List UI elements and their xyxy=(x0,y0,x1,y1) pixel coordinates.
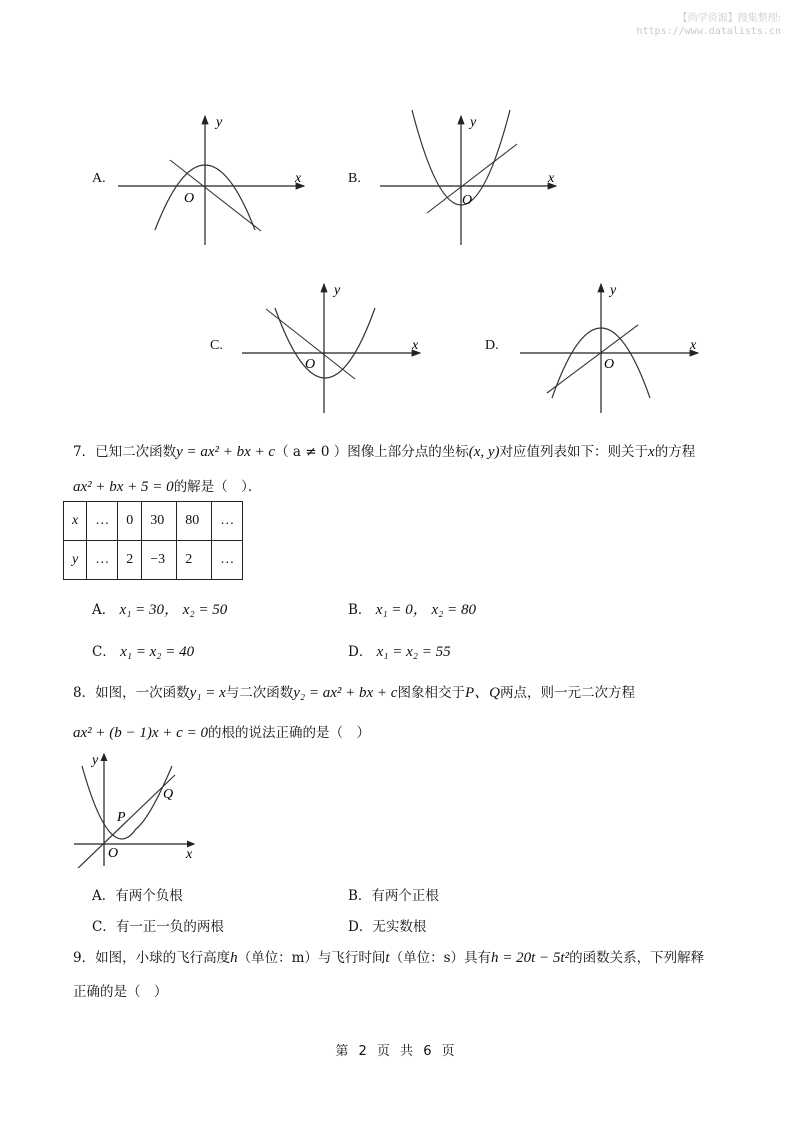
x-axis-label: x xyxy=(690,338,697,353)
q6-option-b-graph xyxy=(380,110,570,250)
q6-option-a-graph xyxy=(118,110,318,250)
q9-unit-t: （单位：s） xyxy=(389,950,465,966)
q8-number: 8． xyxy=(73,685,96,701)
q8-text2: 与二次函数 xyxy=(225,685,294,701)
q8-text4: 两点，则一元二次方程 xyxy=(499,685,635,701)
origin-label: O xyxy=(305,357,316,372)
table-cell: −3 xyxy=(142,541,177,580)
table-row-y xyxy=(64,541,243,580)
table-row-x xyxy=(64,502,243,541)
q8-text3: 图象相交于 xyxy=(397,685,465,701)
y-axis-label: y xyxy=(92,753,99,768)
q7-cond: （ a ≠ 0 ） xyxy=(275,444,348,460)
option-label: B． xyxy=(348,602,372,618)
table-cell: 80 xyxy=(177,502,212,541)
q9-number: 9． xyxy=(73,950,96,966)
q8-figure xyxy=(70,748,200,868)
origin-label: O xyxy=(184,191,195,206)
q6-option-a-label: A. xyxy=(92,171,106,186)
q7-eq1: y = ax² + bx + c xyxy=(176,444,276,460)
q7-option-d[interactable] xyxy=(348,640,451,661)
table-cell: y xyxy=(64,541,87,580)
parabola xyxy=(82,766,172,839)
q8-eq3: ax² + (b − 1)x + c = 0 xyxy=(73,725,208,741)
option-text: 有一正一负的两根 xyxy=(115,919,224,935)
q8-points: P、Q xyxy=(464,685,500,701)
q8-option-a[interactable] xyxy=(92,884,183,904)
q7-var: x xyxy=(648,444,655,460)
y-axis-label: y xyxy=(334,283,341,298)
q7-stem-line2 xyxy=(73,475,261,496)
y-axis-label: y xyxy=(470,115,477,130)
option-label: A． xyxy=(92,602,116,618)
watermark-title: 【尚学资源】搜集整理: xyxy=(677,13,781,24)
q9-var-t: t xyxy=(385,950,390,966)
x-axis-label: x xyxy=(548,171,555,186)
point-p-label: P xyxy=(117,810,126,825)
option-text: 无实数根 xyxy=(372,919,427,935)
q9-text4: 的函数关系，下列解释 xyxy=(569,950,705,966)
table-cell: 0 xyxy=(118,502,142,541)
q7-option-c[interactable] xyxy=(92,640,194,661)
option-text: x₁ = x₂ = 40 xyxy=(120,644,195,660)
origin-label: O xyxy=(604,357,615,372)
q7-stem-line1 xyxy=(73,440,695,461)
y-axis-label: y xyxy=(216,115,223,130)
option-label: D． xyxy=(348,919,373,935)
q6-option-c-graph xyxy=(242,278,432,418)
q6-option-b-label: B. xyxy=(348,171,361,186)
q8-stem-line1 xyxy=(73,681,635,702)
table-cell: x xyxy=(64,502,87,541)
q8-option-c[interactable] xyxy=(92,915,224,935)
q9-text3: 具有 xyxy=(464,950,492,966)
x-axis-label: x xyxy=(295,171,302,186)
line xyxy=(547,325,638,393)
q6-option-c-label: C. xyxy=(210,338,223,353)
q7-number: 7． xyxy=(73,444,96,460)
q9-eq: h = 20t − 5t² xyxy=(491,950,570,966)
q7-text4: 的方程 xyxy=(654,444,696,460)
point-q-label: Q xyxy=(163,787,174,802)
q8-text1: 如图，一次函数 xyxy=(95,685,190,701)
option-label: A． xyxy=(92,888,116,904)
q6-option-d-label: D. xyxy=(485,338,499,353)
q7-coord: (x, y) xyxy=(468,444,500,460)
q7-value-table xyxy=(63,501,243,580)
q7-eq2: ax² + bx + 5 = 0 xyxy=(73,479,174,495)
table-cell: 2 xyxy=(118,541,142,580)
table-cell: … xyxy=(87,541,118,580)
q8-text5: 的根的说法正确的是（ ） xyxy=(207,725,370,741)
q9-stem-line1 xyxy=(73,946,704,967)
q7-text3: 对应值列表如下：则关于 xyxy=(499,444,649,460)
q8-option-d[interactable] xyxy=(348,915,426,935)
q9-var-h: h xyxy=(230,950,238,966)
watermark-url: https://www.datalists.cn xyxy=(636,26,781,37)
y-axis-label: y xyxy=(610,283,617,298)
q7-option-a[interactable] xyxy=(92,598,227,619)
option-label: B． xyxy=(348,888,372,904)
q7-text2: 图像上部分点的坐标 xyxy=(347,444,469,460)
q9-text1: 如图，小球的飞行高度 xyxy=(95,950,231,966)
option-label: C． xyxy=(92,919,116,935)
table-cell: … xyxy=(212,541,243,580)
option-text: x₁ = 0， x₂ = 80 xyxy=(375,602,476,618)
page-footer: 第 2 页 共 6 页 xyxy=(335,1044,458,1059)
option-text: x₁ = 30， x₂ = 50 xyxy=(119,602,228,618)
x-axis-label: x xyxy=(412,338,419,353)
option-text: 有两个负根 xyxy=(115,888,183,904)
option-text: x₁ = x₂ = 55 xyxy=(376,644,451,660)
q7-text1: 已知二次函数 xyxy=(95,444,177,460)
origin-label: O xyxy=(108,846,119,861)
parabola xyxy=(275,308,375,378)
q9-stem-line2: 正确的是（ ） xyxy=(73,984,168,1000)
option-label: C． xyxy=(92,644,116,660)
option-text: 有两个正根 xyxy=(371,888,439,904)
q8-stem-line2 xyxy=(73,721,370,742)
q8-option-b[interactable] xyxy=(348,884,439,904)
q8-eq1: y₁ = x xyxy=(189,685,226,701)
q7-option-b[interactable] xyxy=(348,598,476,619)
q8-eq2: y₂ = ax² + bx + c xyxy=(293,685,398,701)
origin-label: O xyxy=(462,193,473,208)
q6-option-d-graph xyxy=(520,278,710,418)
q9-text2: 与飞行时间 xyxy=(317,950,386,966)
watermark xyxy=(637,12,782,38)
option-label: D． xyxy=(348,644,373,660)
q9-unit-h: （单位：m） xyxy=(237,950,318,966)
table-cell: … xyxy=(87,502,118,541)
q7-text5: 的解是（ ）． xyxy=(173,479,262,495)
table-cell: … xyxy=(212,502,243,541)
table-cell: 30 xyxy=(142,502,177,541)
table-cell: 2 xyxy=(177,541,212,580)
x-axis-label: x xyxy=(186,847,193,862)
